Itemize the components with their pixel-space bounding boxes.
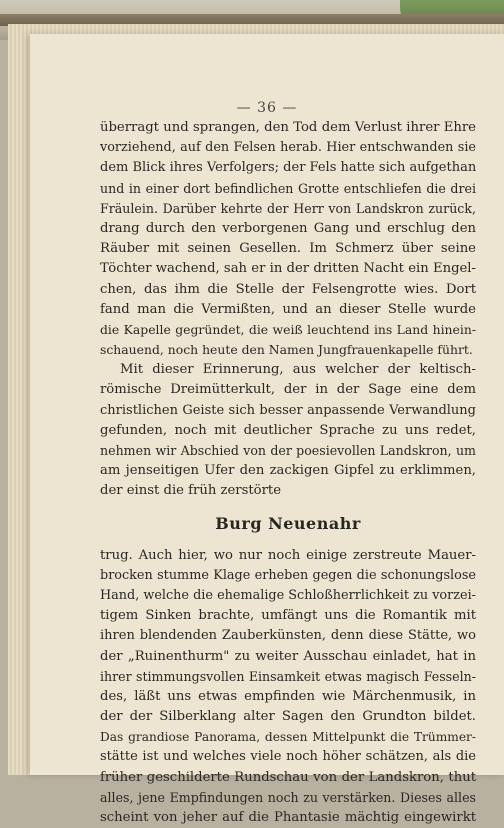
text-line: brocken stumme Klage erheben gegen die schonungslose	[100, 567, 476, 583]
paragraph-2	[100, 360, 476, 501]
text-line: ihren blendenden Zauberkünsten, denn diese Stätte, wo	[100, 628, 476, 644]
text-line: früher geschilderte Rundschau von der Landskron, thut	[100, 769, 476, 785]
text-line: Fräulein. Darüber kehrte der Herr von Landskron zurück,	[100, 200, 476, 216]
text-line: Das grandiose Panorama, dessen Mittelpunkt die Trümmer-	[100, 730, 476, 745]
text-line: ihrer stimmungsvollen Einsamkeit etwas magisch Fesseln-	[100, 668, 476, 684]
text-line: die Kapelle gegründet, die weiß leuchtend ins Land hinein-	[100, 321, 476, 337]
paragraph-3	[100, 546, 476, 828]
text-line: stätte ist und welches viele noch höher schätzen, als die	[100, 749, 476, 765]
text-line: des, läßt uns etwas empfinden wie Märchenmusik, in	[100, 688, 476, 704]
text-line: fand man die Vermißten, und an dieser Stelle wurde	[100, 301, 476, 317]
text-line: alles, jene Empfindungen noch zu verstärken. Dieses alles	[100, 789, 476, 805]
text-line: überragt und sprangen, den Tod dem Verlust ihrer Ehre	[100, 120, 476, 135]
text-line: christlichen Geiste sich besser anpassende Verwandlung	[100, 402, 476, 418]
text-line: der „Ruinenthurm" zu weiter Ausschau einladet, hat in	[100, 648, 476, 664]
section-heading: Burg Neuenahr	[215, 513, 361, 533]
text-line: Töchter wachend, sah er in der dritten Nacht ein Engel-	[100, 261, 476, 277]
text-line: am jenseitigen Ufer den zackigen Gipfel zu erklimmen,	[100, 463, 476, 479]
text-line: scheint von jeher auf die Phantasie mächtig eingewirkt	[100, 810, 476, 825]
paragraph-1	[100, 118, 476, 360]
text-line: trug. Auch hier, wo nur noch einige zerstreute Mauer-	[100, 547, 476, 563]
text-line: drang durch den verborgenen Gang und erschlug den	[100, 220, 476, 236]
text-line: der einst die früh zerstörte	[100, 483, 282, 499]
text-line: nehmen wir Abschied von der poesievollen Landskron, um	[100, 443, 476, 458]
text-line: gefunden, noch mit deutlicher Sprache zu uns redet,	[100, 422, 476, 438]
page-number: — 36 —	[236, 100, 298, 116]
text-line: schauend, noch heute den Namen Jungfrauenkapelle führt.	[100, 342, 473, 358]
text-line: Mit dieser Erinnerung, aus welcher der keltisch-	[120, 362, 476, 378]
text-line: tigem Sinken brachte, umfängt uns die Romantik mit	[100, 608, 476, 624]
text-line: vorziehend, auf den Felsen herab. Hier entschwanden sie	[100, 140, 476, 156]
text-line: chen, das ihm die Stelle der Felsengrotte wies. Dort	[100, 281, 476, 297]
text-line: römische Dreimütterkult, der in der Sage eine dem	[100, 382, 476, 398]
text-line: der der Silberklang alter Sagen den Grundton bildet.	[100, 709, 476, 725]
text-line: dem Blick ihres Verfolgers; der Fels hatte sich aufgethan	[100, 160, 477, 176]
text-line: Räuber mit seinen Gesellen. Im Schmerz über seine	[100, 241, 476, 257]
text-line: und in einer dort befindlichen Grotte entschliefen die drei	[100, 180, 476, 196]
text-line: Hand, welche die ehemalige Schloßherrlichkeit zu vorzei-	[100, 587, 476, 603]
text-body	[100, 118, 476, 828]
